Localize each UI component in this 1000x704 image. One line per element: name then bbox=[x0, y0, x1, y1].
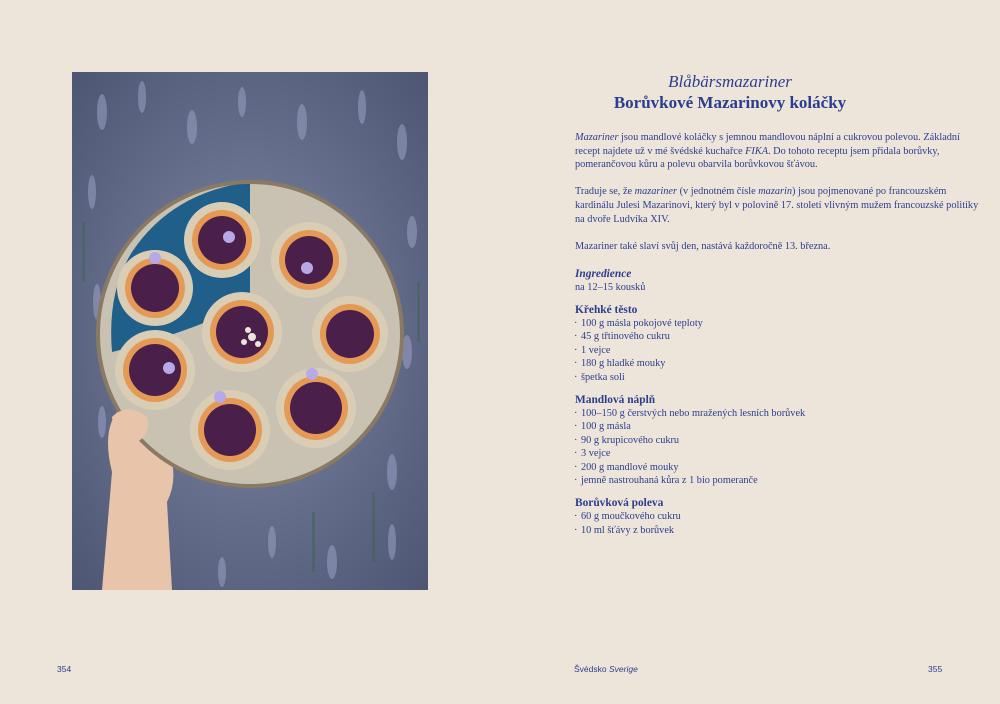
intro-paragraph-2 bbox=[575, 185, 985, 226]
ingredient-list-dough bbox=[575, 317, 985, 385]
intro-text: jsou mandlové koláčky s jemnou mandlovou náplní a cukrovou polevou. Základní recept najdete už v mé švédské kuchařce bbox=[575, 132, 960, 157]
running-footer-czech: Švédsko bbox=[574, 664, 607, 674]
ingredient-item: · špetka soli bbox=[575, 371, 985, 385]
intro-paragraph-1 bbox=[575, 131, 985, 172]
intro-em: mazariner bbox=[634, 186, 678, 198]
intro-em: FIKA bbox=[745, 145, 768, 157]
ingredients-heading: Ingredience bbox=[575, 267, 632, 280]
running-footer-swedish: Sverige bbox=[608, 664, 638, 674]
ingredient-list-glaze bbox=[575, 510, 985, 537]
recipe-body bbox=[575, 131, 985, 543]
ingredient-item: · 3 vejce bbox=[575, 447, 985, 461]
recipe-title-czech: Borůvkové Mazarinovy koláčky bbox=[613, 93, 847, 112]
intro-text: (v jednotném čísle bbox=[677, 186, 759, 198]
recipe-title-block bbox=[560, 72, 900, 114]
running-footer bbox=[574, 664, 638, 674]
ingredient-item: · 60 g moučkového cukru bbox=[575, 510, 985, 524]
ingredient-item: · 45 g třtinového cukru bbox=[575, 330, 985, 344]
intro-em: Mazariner bbox=[575, 132, 619, 143]
yield-text: na 12–15 kousků bbox=[575, 281, 646, 293]
ingredient-item: · 10 ml šťávy z borůvek bbox=[575, 524, 985, 538]
intro-text: ) jsou pojmenované po francouzském kardinálu Julesi Mazarinovi, který byl v polovině 17. století vlivným mužem francouzské politiky na dvoře Ludvíka XIV. bbox=[575, 186, 979, 225]
ingredient-list-filling bbox=[575, 407, 985, 489]
ingredient-item: · 100 g másla pokojové teploty bbox=[575, 317, 985, 331]
intro-paragraph-3: Mazariner také slaví svůj den, nastává každoročně 13. března. bbox=[575, 240, 831, 252]
section-heading-glaze: Borůvková poleva bbox=[575, 497, 664, 510]
ingredient-item: · 90 g krupicového cukru bbox=[575, 434, 985, 448]
recipe-photo bbox=[72, 72, 428, 590]
ingredient-item: · 100 g másla bbox=[575, 420, 985, 434]
intro-text: . Do tohoto receptu jsem přidala borůvky, pomerančovou kůru a polevu obarvila borůvkovou šťávou. bbox=[575, 145, 940, 171]
page-number-left: 354 bbox=[57, 664, 72, 674]
section-heading-dough: Křehké těsto bbox=[575, 303, 638, 316]
ingredient-item: · 180 g hladké mouky bbox=[575, 357, 985, 371]
ingredient-item: · 200 g mandlové mouky bbox=[575, 461, 985, 475]
section-heading-filling: Mandlová náplň bbox=[575, 393, 656, 406]
recipe-title-swedish: Blåbärsmazariner bbox=[668, 72, 792, 91]
intro-text: Traduje se, že bbox=[575, 186, 635, 198]
page-number-right: 355 bbox=[928, 664, 943, 674]
mazariner-plate-image bbox=[72, 72, 428, 590]
intro-em: mazarin bbox=[758, 186, 792, 198]
ingredient-item: · 100–150 g čerstvých nebo mražených lesních borůvek bbox=[575, 407, 985, 421]
ingredient-item: · jemně nastrouhaná kůra z 1 bio pomeranče bbox=[575, 474, 985, 488]
ingredient-item: · 1 vejce bbox=[575, 344, 985, 358]
